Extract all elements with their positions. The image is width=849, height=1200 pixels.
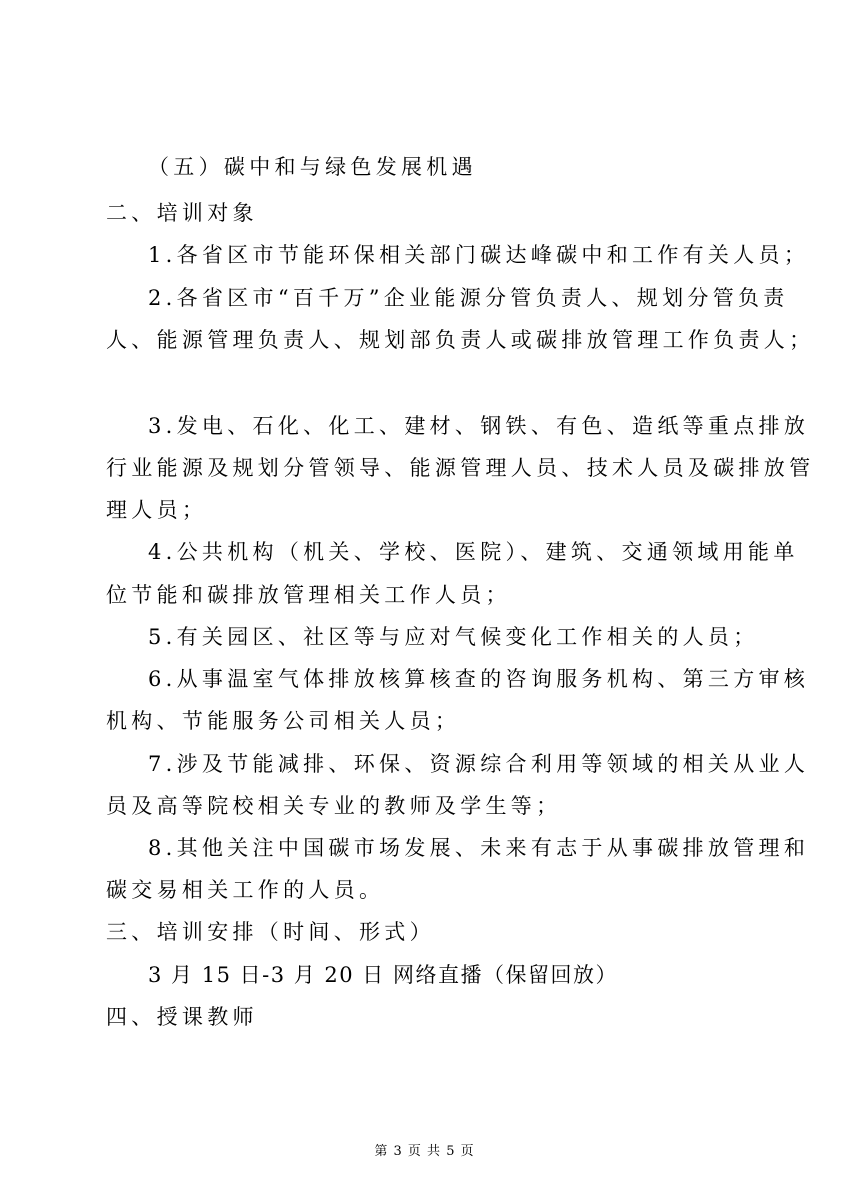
target-item-6-continued: 机构、节能服务公司相关人员； [106,709,461,733]
target-item-5: 5.有关园区、社区等与应对气候变化工作相关的人员； [148,625,759,649]
target-item-3: 3.发电、石化、化工、建材、钢铁、有色、造纸等重点排放 [148,414,810,438]
target-item-2: 2.各省区市“百千万”企业能源分管负责人、规划分管负责 [148,286,789,310]
target-item-6: 6.从事温室气体排放核算核查的咨询服务机构、第三方审核 [148,667,810,691]
target-item-4: 4.公共机构（机关、学校、医院）、建筑、交通领域用能单 [148,540,799,564]
target-item-1: 1.各省区市节能环保相关部门碳达峰碳中和工作有关人员； [148,243,810,267]
section-item-five: （五）碳中和与绿色发展机遇 [148,155,477,179]
target-item-3-end: 理人员； [106,498,208,522]
heading-training-arrangement: 三、培训安排（时间、形式） [106,920,435,944]
training-schedule: 3 月 15 日-3 月 20 日 网络直播（保留回放） [148,963,618,987]
target-item-7: 7.涉及节能减排、环保、资源综合利用等领域的相关从业人 [148,752,810,776]
target-item-4-continued: 位节能和碳排放管理相关工作人员； [106,583,511,607]
target-item-7-continued: 员及高等院校相关专业的教师及学生等； [106,794,562,818]
target-item-8: 8.其他关注中国碳市场发展、未来有志于从事碳排放管理和 [148,836,810,860]
page-number-footer: 第 3 页 共 5 页 [374,1144,475,1159]
target-item-3-continued: 行业能源及规划分管领导、能源管理人员、技术人员及碳排放管 [106,456,815,480]
target-item-2-continued: 人、能源管理负责人、规划部负责人或碳排放管理工作负责人； [106,328,815,352]
heading-instructors: 四、授课教师 [106,1005,258,1029]
target-item-8-continued: 碳交易相关工作的人员。 [106,878,385,902]
heading-training-targets: 二、培训对象 [106,201,258,225]
